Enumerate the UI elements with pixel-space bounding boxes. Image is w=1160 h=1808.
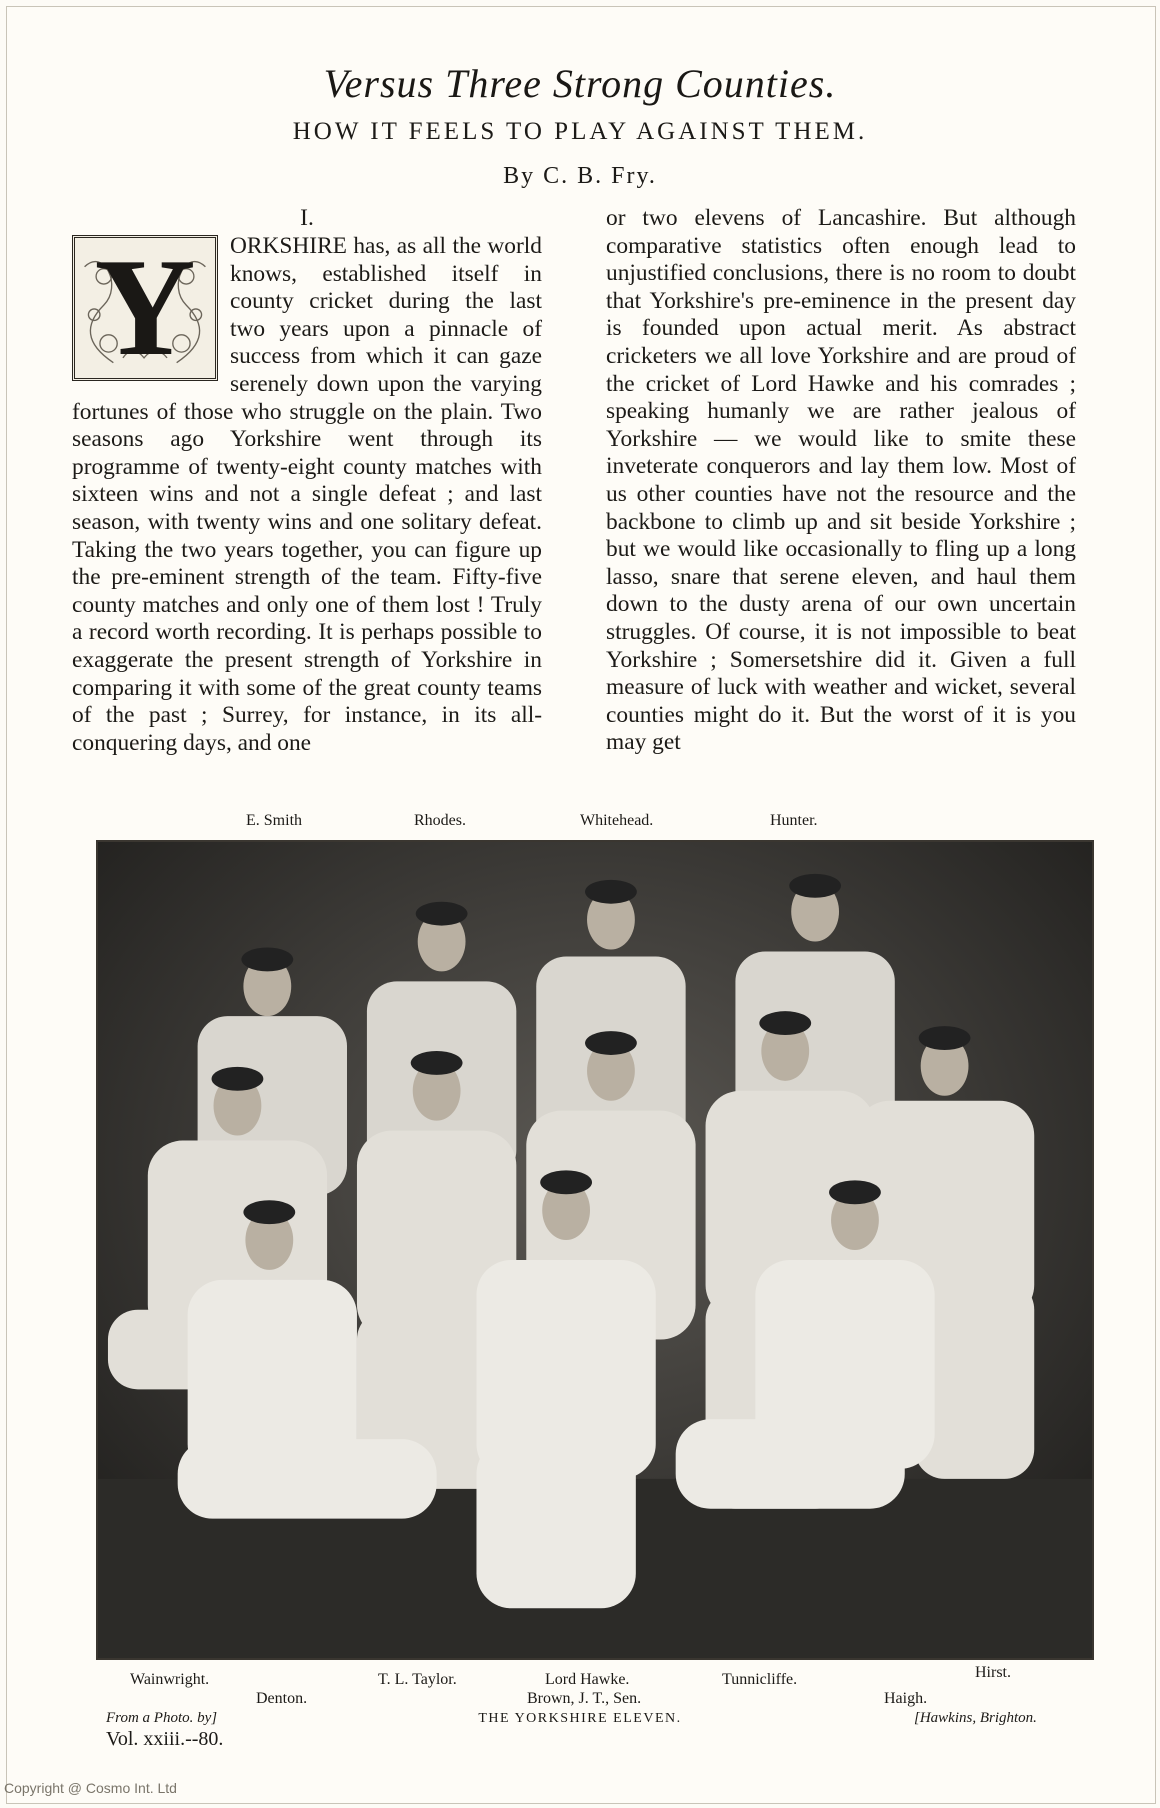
name-bottom-hawke: Lord Hawke. — [545, 1671, 630, 1688]
left-column-text: ORKSHIRE has, as all the world knows, established itself in county cricket during the last two years upon a pinnacle of success from which it can gaze serenely down upon the varying fortunes of those who struggle on the plain. Two seasons ago Yorkshire went through its programme of twenty-eight county matches with sixteen wins and not a single defeat ; and last season, with twenty wins and one solitary defeat. Taking the two years together, you can figure up the pre-eminent strength of the team. Fifty-five county matches and only one of them lost ! Truly a record worth recording. It is perhaps possible to exaggerate the present strength of Yorkshire in comparing it with some of the great county teams of the past ; Surrey, for instance, in its all-conquering days, and one — [72, 233, 542, 756]
article-title: Versus Three Strong Counties. — [323, 61, 837, 106]
name-top-2: Rhodes. — [414, 812, 466, 829]
name-bottom-wainwright: Wainwright. — [130, 1671, 210, 1688]
byline: By C. B. Fry. — [503, 163, 657, 189]
name-top-4: Hunter. — [770, 812, 818, 829]
name-bottom-tunnicliffe: Tunnicliffe. — [722, 1671, 798, 1688]
left-column — [72, 205, 542, 757]
photo-credit-left: From a Photo. by] — [106, 1710, 218, 1726]
article-subtitle: HOW IT FEELS TO PLAY AGAINST THEM. — [292, 118, 868, 145]
name-bottom-hirst: Hirst. — [975, 1664, 1011, 1681]
name-bottom-haigh: Haigh. — [884, 1690, 928, 1707]
right-column-text: or two elevens of Lancashire. But although comparative statistics often enough lead to unjustified conclusions, there is no room to doubt that Yorkshire's pre-eminence in the present day is founded upon actual merit. As abstract cricketers we all love Yorkshire and are proud of the cricket of Lord Hawke and his comrades ; speaking humanly we are rather jealous of Yorkshire — we would like to smite these inveterate conquerors and lay them low. Most of us other counties have not the resource and the backbone to climb up and sit beside Yorkshire ; but we would like occasionally to fling up a long lasso, snare that serene eleven, and haul them down to the dusty arena of our own uncertain struggles. Of course, it is not impossible to beat Yorkshire ; Somersetshire did it. Given a full measure of luck with weather and wicket, several counties might do it. But the worst of it is you may get — [606, 205, 1076, 756]
name-bottom-brown: Brown, J. T., Sen. — [527, 1690, 642, 1707]
dropcap-ornament — [72, 230, 218, 385]
team-photograph — [96, 840, 1094, 1660]
name-top-1: E. Smith — [246, 812, 303, 829]
right-column — [606, 205, 1076, 757]
photo-caption: THE YORKSHIRE ELEVEN. — [478, 1711, 682, 1726]
name-bottom-denton: Denton. — [256, 1690, 308, 1707]
name-bottom-taylor: T. L. Taylor. — [378, 1671, 457, 1688]
dropcap-letter: Y — [94, 230, 196, 385]
volume-number: Vol. xxiii.--80. — [106, 1728, 224, 1750]
photo-credit-right: [Hawkins, Brighton. — [914, 1710, 1037, 1726]
section-number: I. — [300, 205, 314, 231]
name-top-3: Whitehead. — [580, 812, 654, 829]
copyright-watermark: Copyright @ Cosmo Int. Ltd — [4, 1780, 177, 1796]
